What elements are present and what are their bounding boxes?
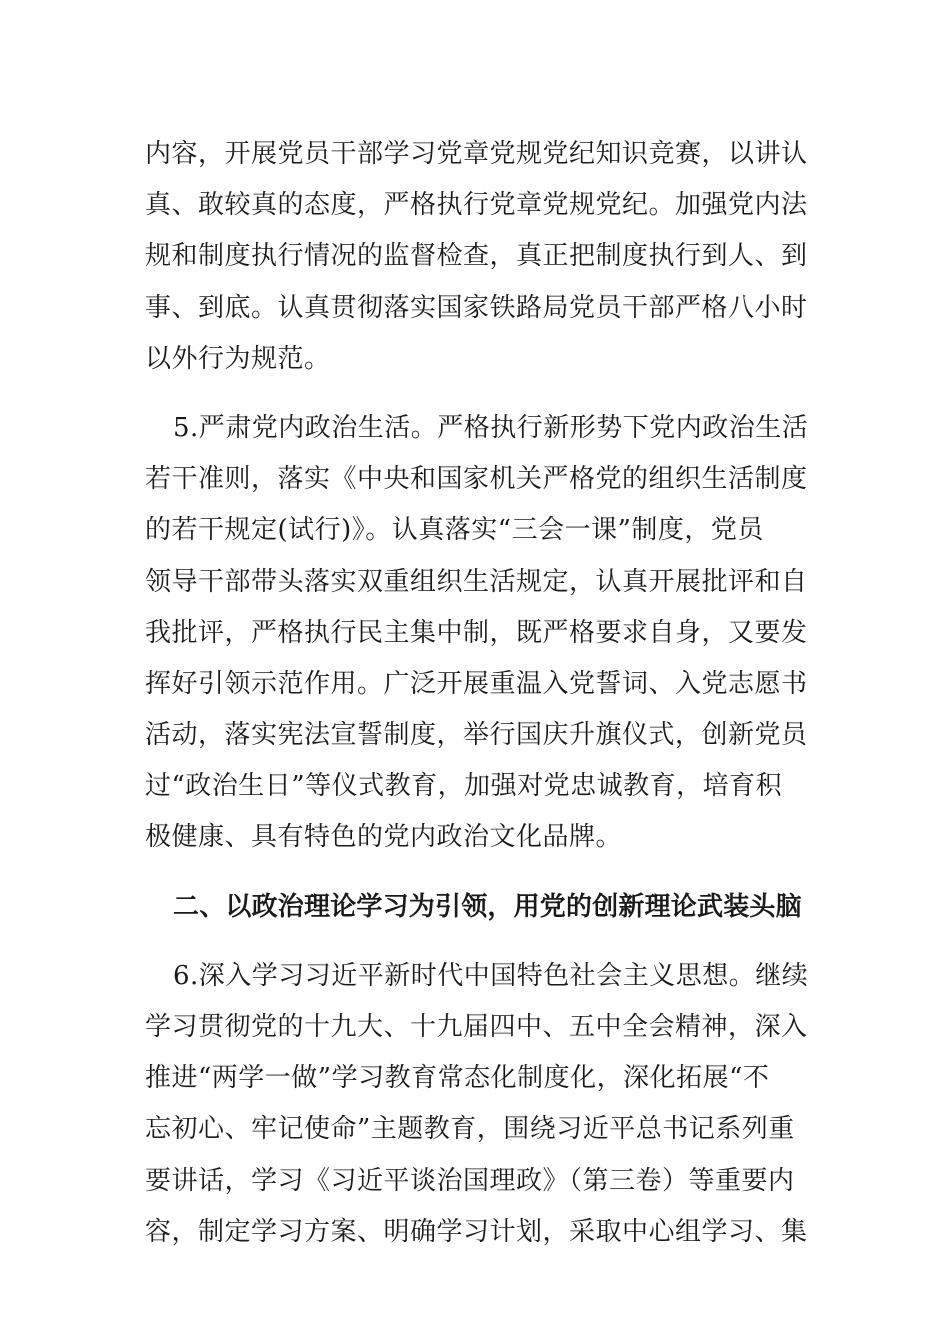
document-page <box>145 129 810 1258</box>
text-line: 以外行为规范。 <box>145 343 331 374</box>
text-line: 挥好引领示范作用。广泛开展重温入党誓词、入党志愿书 <box>145 668 808 699</box>
text-line: 活动，落实宪法宣誓制度，举行国庆升旗仪式，创新党员 <box>145 720 808 751</box>
paragraph-6 <box>145 951 810 1258</box>
text-line: 6.深入学习习近平新时代中国特色社会主义思想。继续 <box>173 960 809 991</box>
text-line: 规和制度执行情况的监督检查，真正把制度执行到人、到 <box>145 241 808 272</box>
paragraph-4-continued <box>145 129 810 385</box>
text-line: 领导干部带头落实双重组织生活规定，认真开展批评和自 <box>145 566 808 597</box>
text-line: 若干准则，落实《中央和国家机关严格党的组织生活制度 <box>145 464 808 495</box>
paragraph-gap <box>145 385 810 403</box>
text-line: 极健康、具有特色的党内政治文化品牌。 <box>145 822 623 853</box>
paragraph-5 <box>145 403 810 864</box>
text-line: 事、到底。认真贯彻落实国家铁路局党员干部严格八小时 <box>145 292 808 323</box>
text-line: 要讲话，学习《习近平谈治国理政》（第三卷）等重要内 <box>145 1165 795 1196</box>
text-line: 的若干规定(试行)》。认真落实“三会一课”制度，党员 <box>145 515 764 546</box>
text-line: 容，制定学习方案、明确学习计划，采取中心组学习、集 <box>145 1216 808 1247</box>
section-heading: 二、以政治理论学习为引领，用党的创新理论武装头脑 <box>173 891 802 922</box>
text-line: 真、敢较真的态度，严格执行党章党规党纪。加强党内法 <box>145 190 808 221</box>
text-line: 过“政治生日”等仪式教育，加强对党忠诚教育，培育积 <box>145 771 783 802</box>
text-line: 内容，开展党员干部学习党章党规党纪知识竞赛，以讲认 <box>145 139 808 169</box>
text-line: 推进“两学一做”学习教育常态化制度化，深化拓展“不 <box>145 1063 770 1094</box>
text-line: 我批评，严格执行民主集中制，既严格要求自身，又要发 <box>145 617 808 648</box>
paragraph-gap <box>145 864 810 882</box>
text-line: 学习贯彻党的十九大、十九届四中、五中全会精神，深入 <box>145 1012 808 1042</box>
paragraph-gap <box>145 933 810 951</box>
text-line: 忘初心、牢记使命”主题教育，围绕习近平总书记系列重 <box>145 1114 795 1145</box>
text-line: 5.严肃党内政治生活。严格执行新形势下党内政治生活 <box>173 412 809 443</box>
